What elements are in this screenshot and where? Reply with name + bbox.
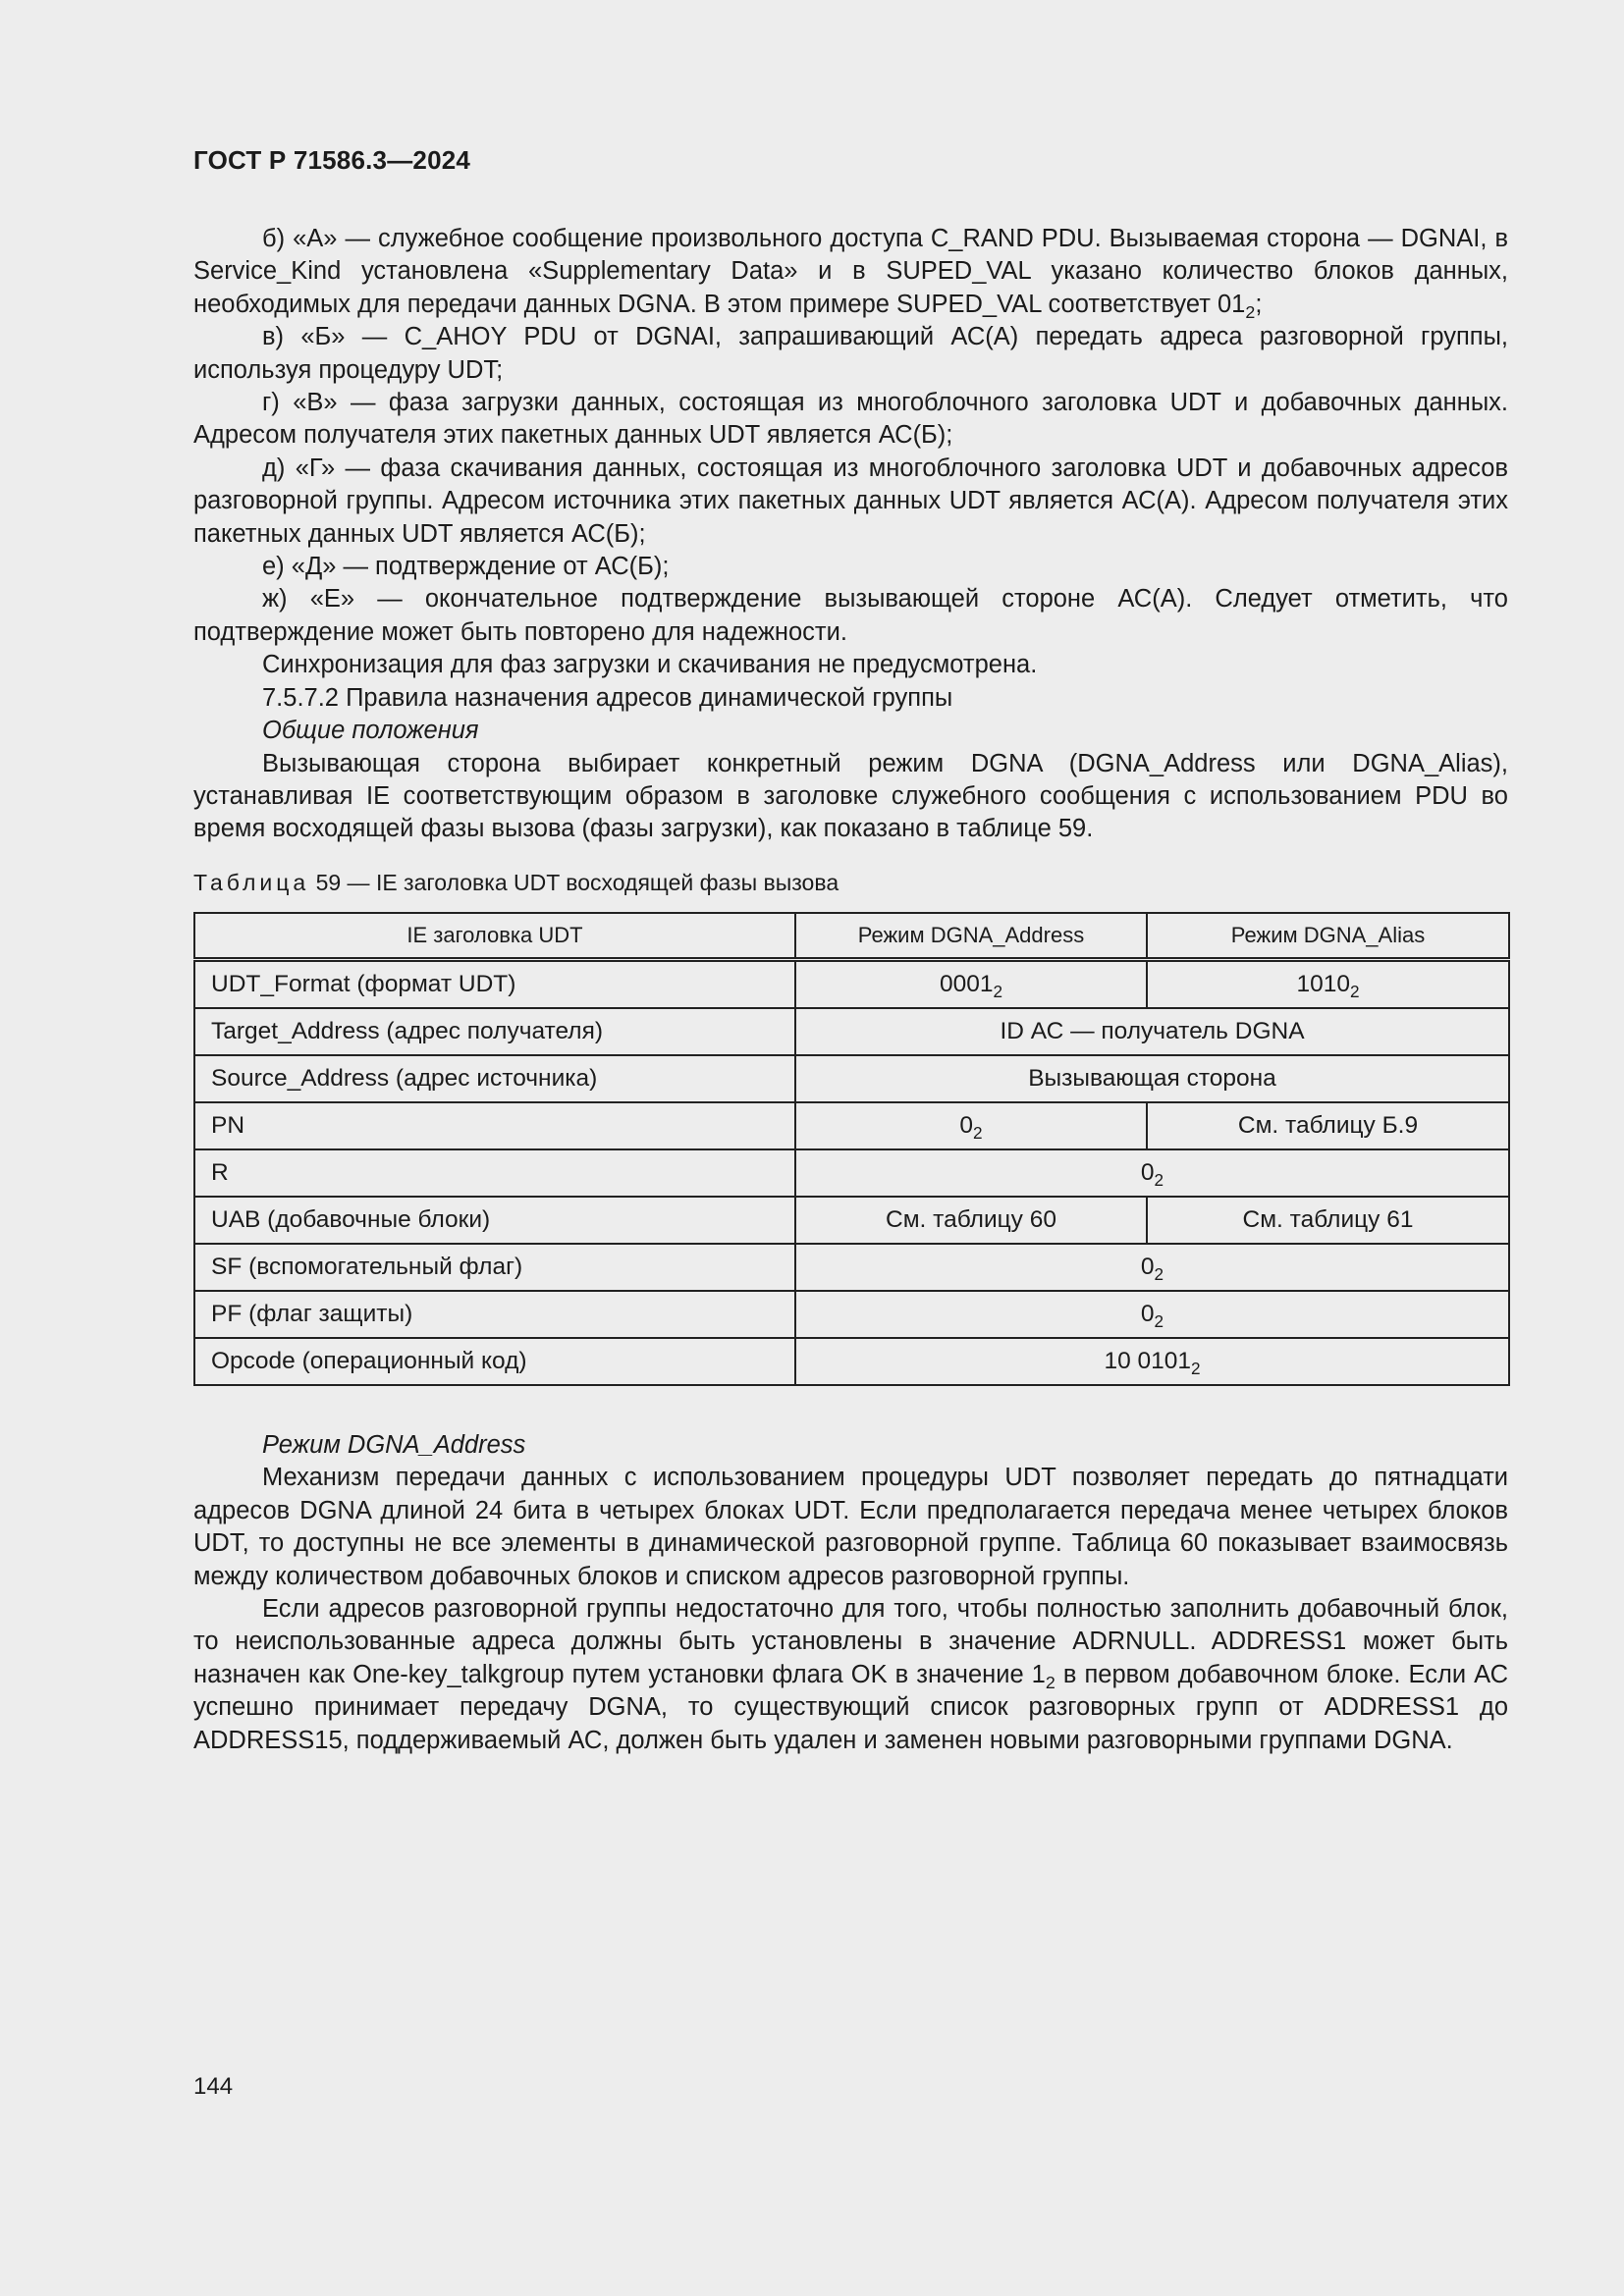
table-cell (795, 1102, 1147, 1149)
subscript: 2 (993, 982, 1003, 1001)
subscript: 2 (1191, 1359, 1201, 1378)
cell-value: 1010 (1296, 971, 1350, 997)
column-header: IE заголовка UDT (194, 913, 795, 960)
table-row (194, 1244, 1509, 1291)
cell-value: 0001 (939, 971, 994, 997)
table-cell: ID АС — получатель DGNA (795, 1008, 1509, 1055)
page-number: 144 (193, 2073, 234, 2100)
table-row (194, 1149, 1509, 1197)
column-header: Режим DGNA_Address (795, 913, 1147, 960)
table-row (194, 1008, 1509, 1055)
cell-value: 0 (1140, 1254, 1155, 1280)
table-header-row (194, 913, 1509, 960)
paragraph-text: ; (1255, 290, 1263, 318)
body-text-top (193, 223, 1508, 846)
paragraph: Синхронизация для фаз загрузки и скачивания не предусмотрена. (262, 651, 1038, 679)
row-label: SF (вспомогательный флаг) (194, 1244, 795, 1291)
cell-value: 0 (1140, 1301, 1155, 1327)
paragraph: г) «В» — фаза загрузки данных, состоящая из многоблочного заголовка UDT и добавочных данных. Адресом получателя этих пакетных данных UDT является АС(Б); (193, 389, 1508, 450)
subscript: 2 (1045, 1673, 1056, 1693)
cell-value: 10 0101 (1104, 1348, 1191, 1374)
subscript: 2 (1154, 1170, 1164, 1190)
table-row (194, 1055, 1509, 1102)
table-caption-label: Таблица (193, 870, 310, 895)
row-label: UAB (добавочные блоки) (194, 1197, 795, 1244)
table-cell: См. таблицу 61 (1147, 1197, 1509, 1244)
subscript: 2 (973, 1123, 983, 1143)
table-caption-text: 59 — IE заголовка UDT восходящей фазы вызова (309, 870, 839, 895)
table-row (194, 1197, 1509, 1244)
paragraph: е) «Д» — подтверждение от АС(Б); (262, 553, 670, 581)
paragraph (193, 1593, 1508, 1757)
page-header: ГОСТ Р 71586.3—2024 (193, 145, 471, 175)
row-label: Opcode (операционный код) (194, 1338, 795, 1385)
column-header: Режим DGNA_Alias (1147, 913, 1509, 960)
table-cell (795, 1149, 1509, 1197)
paragraph: Вызывающая сторона выбирает конкретный режим DGNA (DGNA_Address или DGNA_Alias), устанавливая IE соответствующим образом в заголовке служебного сообщения с использованием PDU во время восходящей фазы вызова (фазы загрузки), как показано в таблице 59. (193, 749, 1508, 843)
table-caption (193, 870, 839, 896)
section-heading: 7.5.7.2 Правила назначения адресов динамической группы (262, 683, 953, 712)
paragraph: в) «Б» — C_AHOY PDU от DGNAI, запрашивающий АС(А) передать адреса разговорной группы, используя процедуру UDT; (193, 323, 1508, 384)
row-label: PF (флаг защиты) (194, 1291, 795, 1338)
paragraph (193, 223, 1508, 321)
paragraph: д) «Г» — фаза скачивания данных, состоящая из многоблочного заголовка UDT и добавочных адресов разговорной группы. Адресом источника этих пакетных данных UDT является АС(А). Адресом получателя этих пакетных данных UDT является АС(Б); (193, 454, 1508, 548)
paragraph: Механизм передачи данных с использованием процедуры UDT позволяет передать до пятнадцати адресов DGNA длиной 24 бита в четырех блоках UDT. Если предполагается передача менее четырех блоков UDT, то доступны не все элементы в динамической разговорной группе. Таблица 60 показывает взаимосвязь между количеством добавочных блоков и списком адресов разговорной группы. (193, 1464, 1508, 1590)
table-row (194, 1338, 1509, 1385)
udt-header-table (193, 912, 1510, 1386)
table-row (194, 1291, 1509, 1338)
table-cell: См. таблицу Б.9 (1147, 1102, 1509, 1149)
table-row (194, 960, 1509, 1009)
table-cell: См. таблицу 60 (795, 1197, 1147, 1244)
subscript: 2 (1245, 302, 1256, 323)
table-cell (795, 1291, 1509, 1338)
row-label: Source_Address (адрес источника) (194, 1055, 795, 1102)
paragraph: ж) «Е» — окончательное подтверждение вызывающей стороне АС(А). Следует отметить, что подтверждение может быть повторено для надежности. (193, 585, 1508, 646)
row-label: Target_Address (адрес получателя) (194, 1008, 795, 1055)
table-cell (795, 1244, 1509, 1291)
row-label: UDT_Format (формат UDT) (194, 960, 795, 1009)
table-row (194, 1102, 1509, 1149)
body-text-bottom (193, 1429, 1508, 1757)
subscript: 2 (1154, 1311, 1164, 1331)
subscript: 2 (1154, 1264, 1164, 1284)
table-cell: Вызывающая сторона (795, 1055, 1509, 1102)
row-label: PN (194, 1102, 795, 1149)
paragraph-text: б) «А» — служебное сообщение произвольного доступа C_RAND PDU. Вызываемая сторона — DGNAI, в Service_Kind установлена «Supplementary Data» и в SUPED_VAL указано количество блоков данных, необходимых для передачи данных DGNA. В этом примере SUPED_VAL соответствует 01 (193, 225, 1508, 318)
cell-value: 0 (1140, 1159, 1155, 1186)
subscript: 2 (1349, 982, 1360, 1001)
table-cell (1147, 960, 1509, 1009)
subsection-heading: Режим DGNA_Address (262, 1431, 526, 1459)
row-label: R (194, 1149, 795, 1197)
table-cell (795, 1338, 1509, 1385)
paragraph-text: Если адресов разговорной группы недостаточно для того, чтобы полностью заполнить добавочный блок, то неиспользованные адреса должны быть установлены в значение ADRNULL. ADDRESS1 может быть назначен как One-key_talkgroup путем установки флага OK в значение 1 (193, 1595, 1508, 1688)
paragraph-text: в первом добавочном блоке. Если АС успешно принимает передачу DGNA, то существующий список разговорных групп от ADDRESS1 до ADDRESS15, поддерживаемый АС, должен быть удален и заменен новыми разговорными группами DGNA. (193, 1660, 1508, 1754)
table-cell (795, 960, 1147, 1009)
subsection-heading: Общие положения (262, 717, 479, 745)
cell-value: 0 (959, 1112, 974, 1139)
